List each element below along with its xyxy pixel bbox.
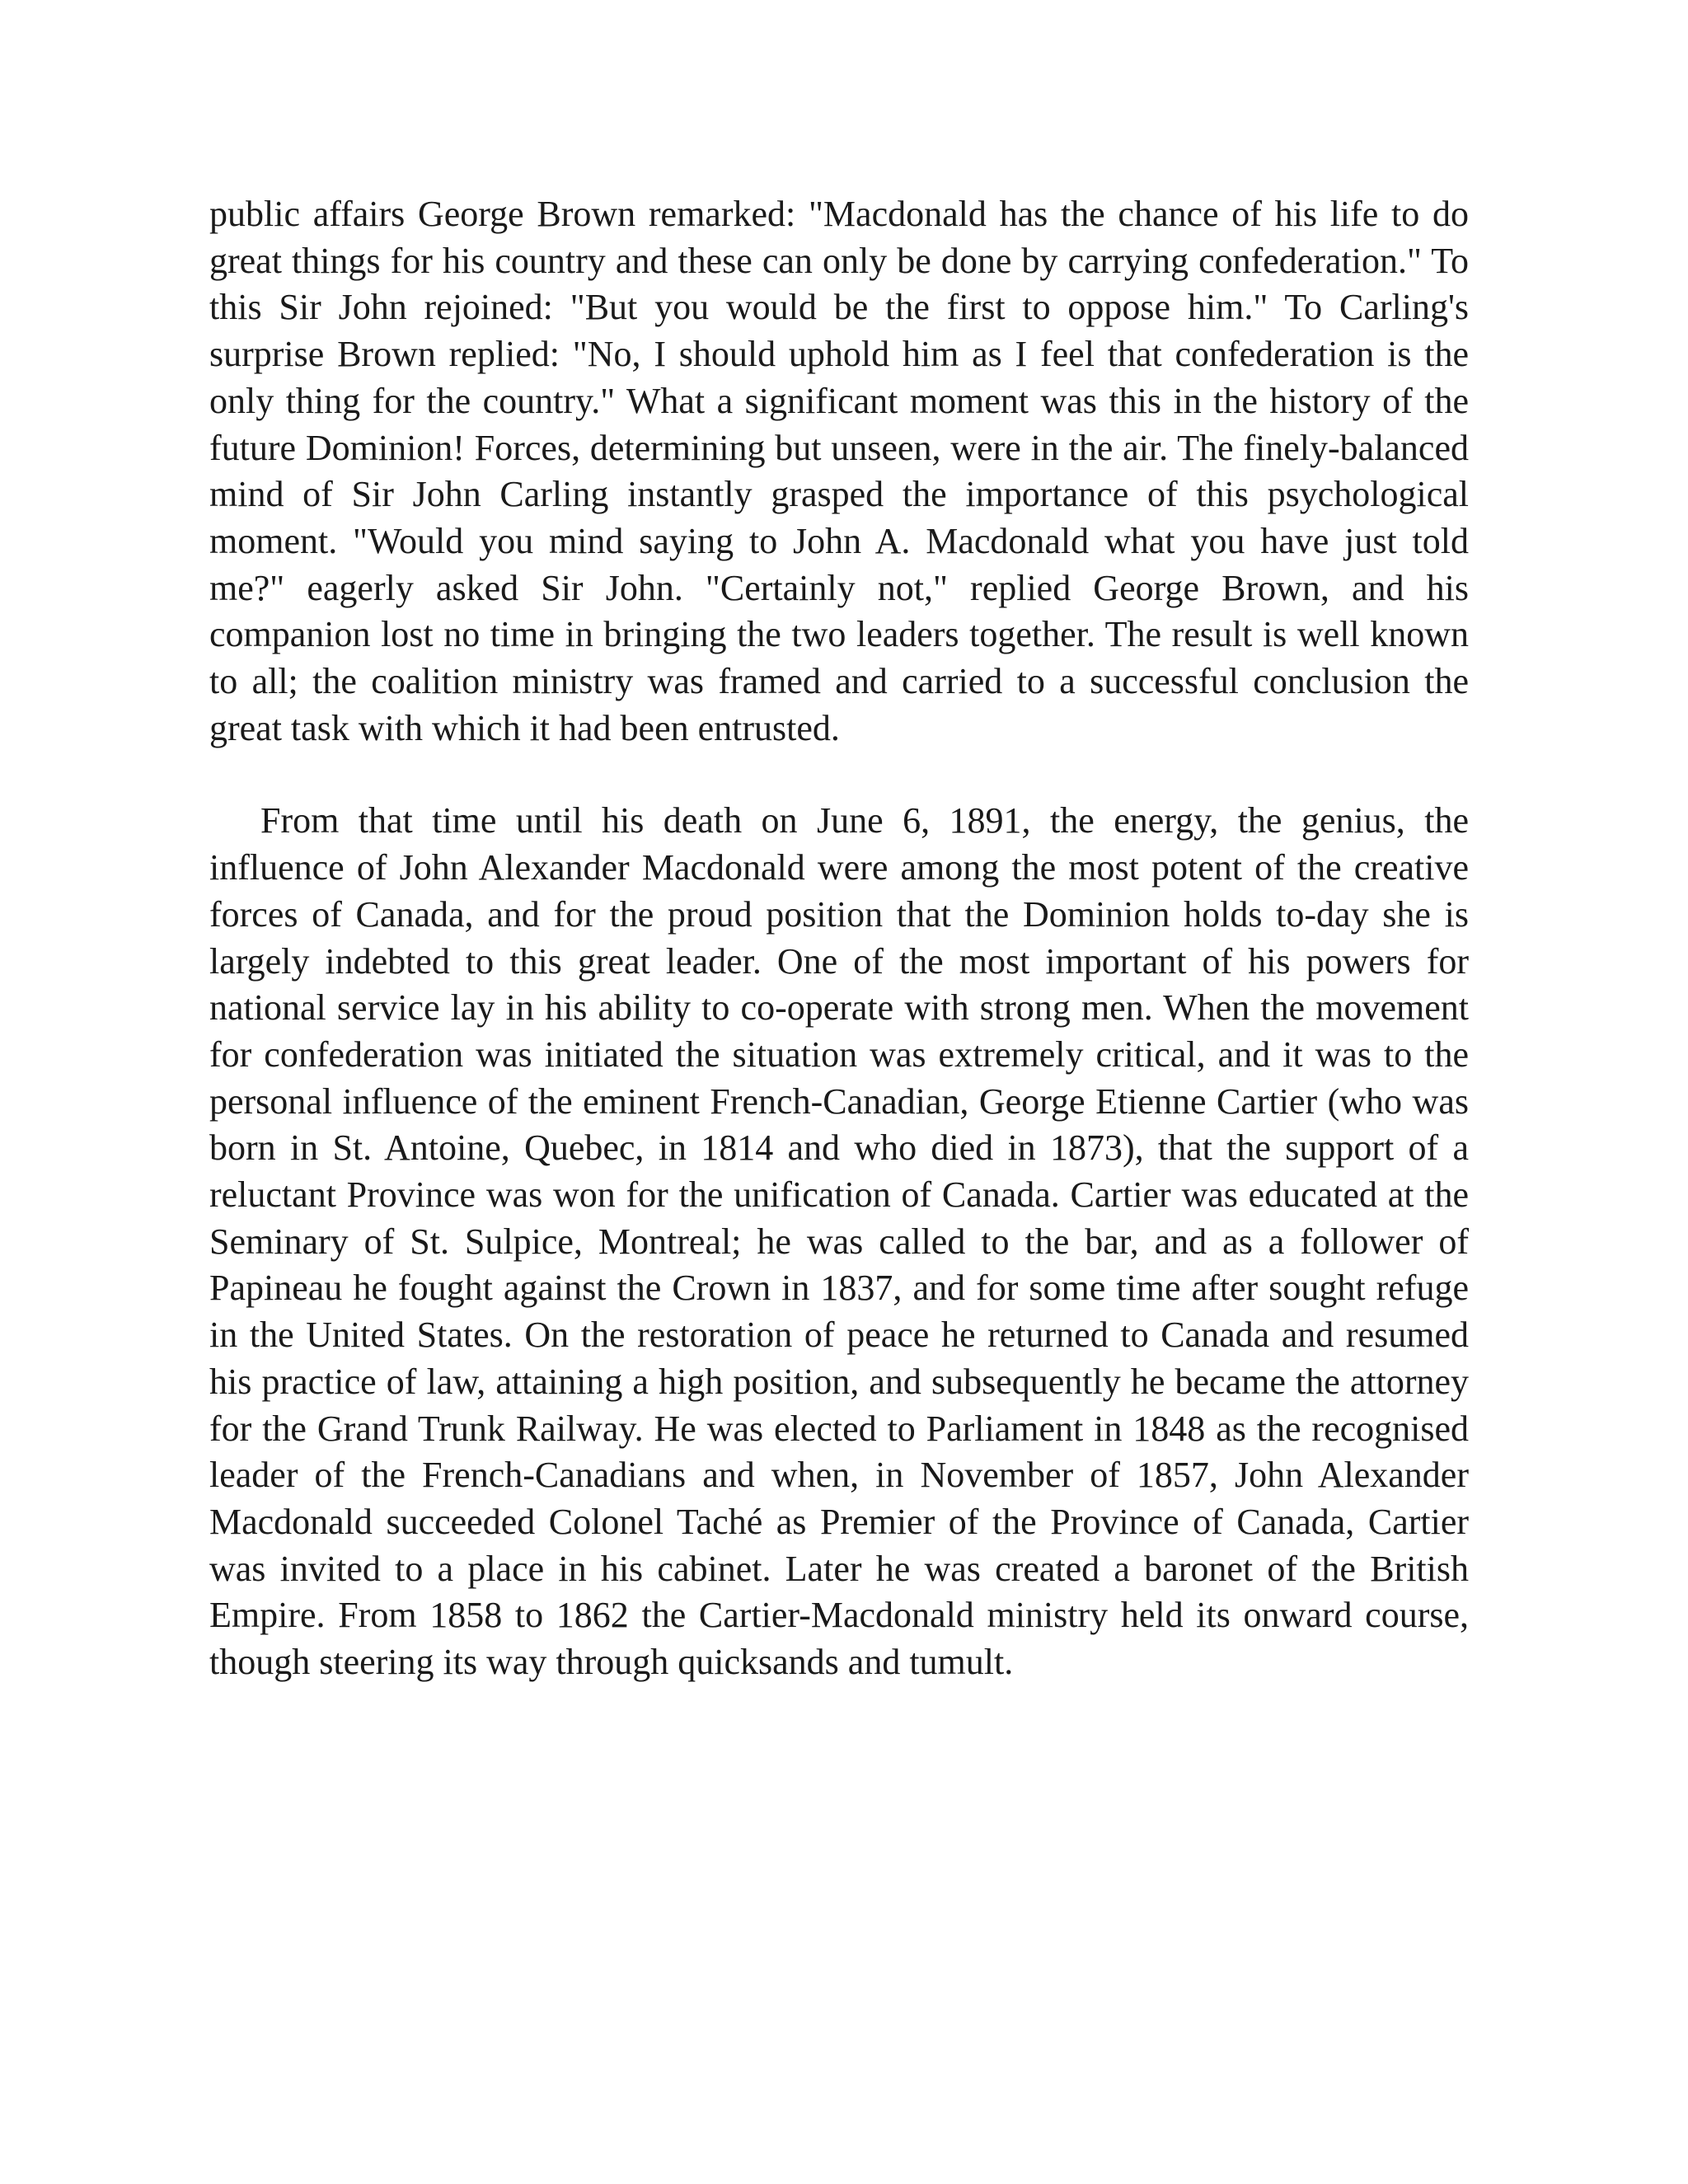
- document-page: [209, 191, 1469, 1686]
- paragraph-2: From that time until his death on June 6, 1891, the energy, the genius, the influence of John Alexander Macdonald were among the most potent of the creative forces of Canada, and for the proud position that the Dominion holds to-day she is largely indebted to this great leader. One of the most important of his powers for national service lay in his ability to co-operate with strong men. When the movement for confederation was initiated the situation was extremely critical, and it was to the personal influence of the eminent French-Canadian, George Etienne Cartier (who was born in St. Antoine, Quebec, in 1814 and who died in 1873), that the support of a reluctant Province was won for the unification of Canada. Cartier was educated at the Seminary of St. Sulpice, Montreal; he was called to the bar, and as a follower of Papineau he fought against the Crown in 1837, and for some time after sought refuge in the United States. On the restoration of peace he returned to Canada and resumed his practice of law, attaining a high position, and subsequently he became the attorney for the Grand Trunk Railway. He was elected to Parliament in 1848 as the recognised leader of the French-Canadians and when, in November of 1857, John Alexander Macdonald succeeded Colonel Taché as Premier of the Province of Canada, Cartier was invited to a place in his cabinet. Later he was created a baronet of the British Empire. From 1858 to 1862 the Cartier-Macdonald ministry held its onward course, though steering its way through quicksands and tumult.: [209, 800, 1469, 1683]
- paragraph-1: public affairs George Brown remarked: "Macdonald has the chance of his life to do great things for his country and these can only be done by carrying confederation." To this Sir John rejoined: "But you would be the first to oppose him." To Carling's surprise Brown replied: "No, I should uphold him as I feel that confederation is the only thing for the country." What a significant moment was this in the history of the future Dominion! Forces, determining but unseen, were in the air. The finely-balanced mind of Sir John Carling instantly grasped the importance of this psychological moment. "Would you mind saying to John A. Macdonald what you have just told me?" eagerly asked Sir John. "Certainly not," replied George Brown, and his companion lost no time in bringing the two leaders together. The result is well known to all; the coalition ministry was framed and carried to a successful conclusion the great task with which it had been entrusted.: [209, 194, 1469, 748]
